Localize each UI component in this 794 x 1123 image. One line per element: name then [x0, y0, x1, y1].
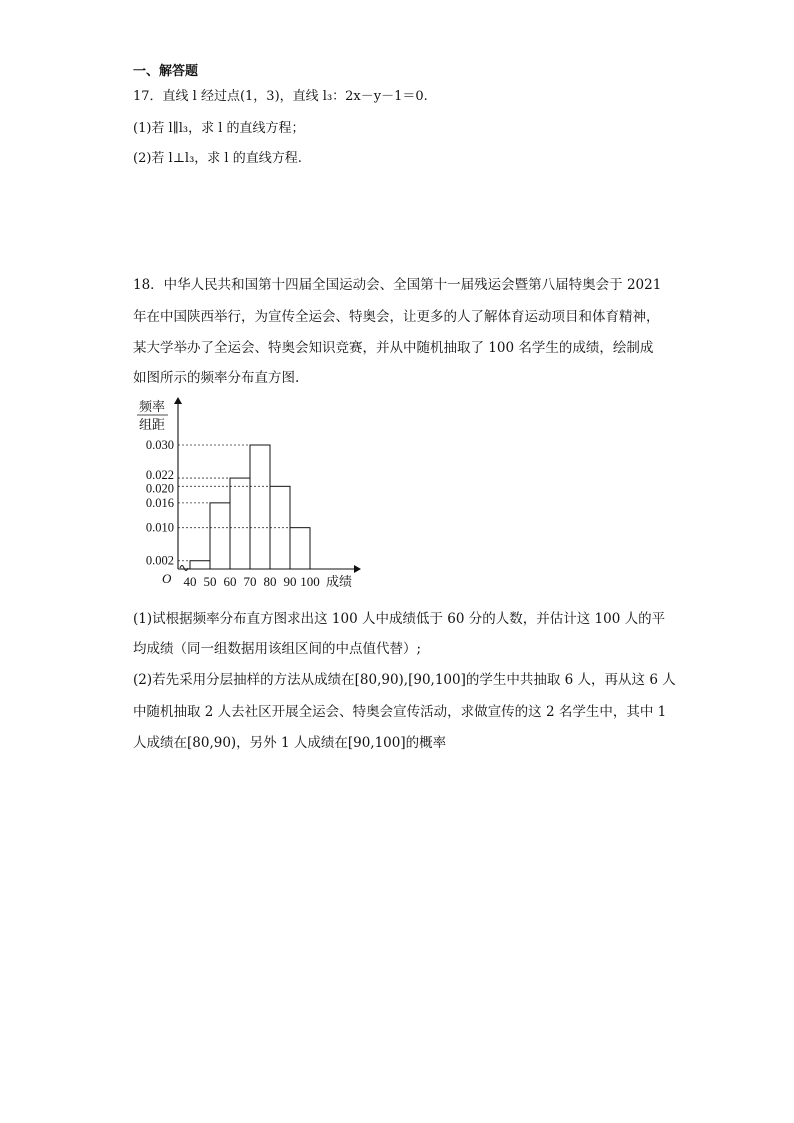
histogram-bar — [230, 478, 250, 569]
q18-stem-line: 如图所示的频率分布直方图. — [133, 370, 300, 386]
q18-stem-line: 某大学举办了全运会、特奥会知识竞赛，并从中随机抽取了 100 名学生的成绩，绘制成 — [133, 340, 654, 356]
origin-label: O — [162, 571, 172, 586]
y-tick-label: 0.022 — [145, 468, 174, 483]
q18-part2-line: (2)若先采用分层抽样的方法从成绩在[80,90),[90,100]的学生中共抽取 6 人，再从这 6 人 — [133, 672, 676, 688]
q17-stem: 17．直线 l 经过点(1，3)，直线 l₃：2x－y－1＝0. — [133, 89, 428, 104]
frequency-histogram — [128, 392, 368, 602]
y-axis-label-bottom: 组距 — [138, 417, 166, 432]
y-tick-label: 0.010 — [145, 520, 174, 535]
section-heading: 一、解答题 — [133, 64, 199, 79]
axis-break-mark — [180, 566, 188, 571]
x-tick-label: 60 — [223, 574, 237, 589]
histogram-bar — [250, 445, 270, 569]
q18-part1-line: 均成绩（同一组数据用该组区间的中点值代替）; — [133, 641, 422, 657]
q18-stem-line: 年在中国陕西举行，为宣传全运会、特奥会，让更多的人了解体育运动项目和体育精神， — [133, 309, 660, 325]
histogram-bar — [290, 528, 310, 569]
histogram-bar — [210, 503, 230, 569]
y-tick-label: 0.002 — [145, 553, 174, 568]
q18-part2-line: 中随机抽取 2 人去社区开展全运会、特奥会宣传活动，求做宣传的这 2 名学生中，其中 1 — [133, 704, 667, 720]
x-tick-label: 90 — [283, 574, 297, 589]
x-tick-label: 80 — [263, 574, 277, 589]
x-axis-label: 成绩 — [326, 574, 353, 589]
q17-part1: (1)若 l∥l₃，求 l 的直线方程； — [133, 121, 305, 136]
x-tick-label: 50 — [203, 574, 217, 589]
y-tick-label: 0.030 — [145, 438, 174, 452]
q18-stem-line: 18．中华人民共和国第十四届全国运动会、全国第十一届残运会暨第八届特奥会于 2021 — [133, 277, 662, 293]
x-tick-label: 40 — [183, 574, 197, 589]
y-tick-label: 0.016 — [145, 495, 174, 510]
x-tick-label: 100 — [300, 574, 320, 589]
q18-part2-line: 人成绩在[80,90)，另外 1 人成绩在[90,100]的概率 — [133, 735, 447, 751]
y-tick-label: 0.020 — [145, 481, 174, 496]
histogram-bar — [190, 561, 210, 569]
x-tick-label: 70 — [243, 574, 257, 589]
y-axis-label-top: 频率 — [138, 399, 166, 414]
q18-part1-line: (1)试根据频率分布直方图求出这 100 人中成绩低于 60 分的人数，并估计这 100 人的平 — [133, 611, 666, 627]
q17-part2: (2)若 l⊥l₃，求 l 的直线方程. — [133, 151, 302, 166]
